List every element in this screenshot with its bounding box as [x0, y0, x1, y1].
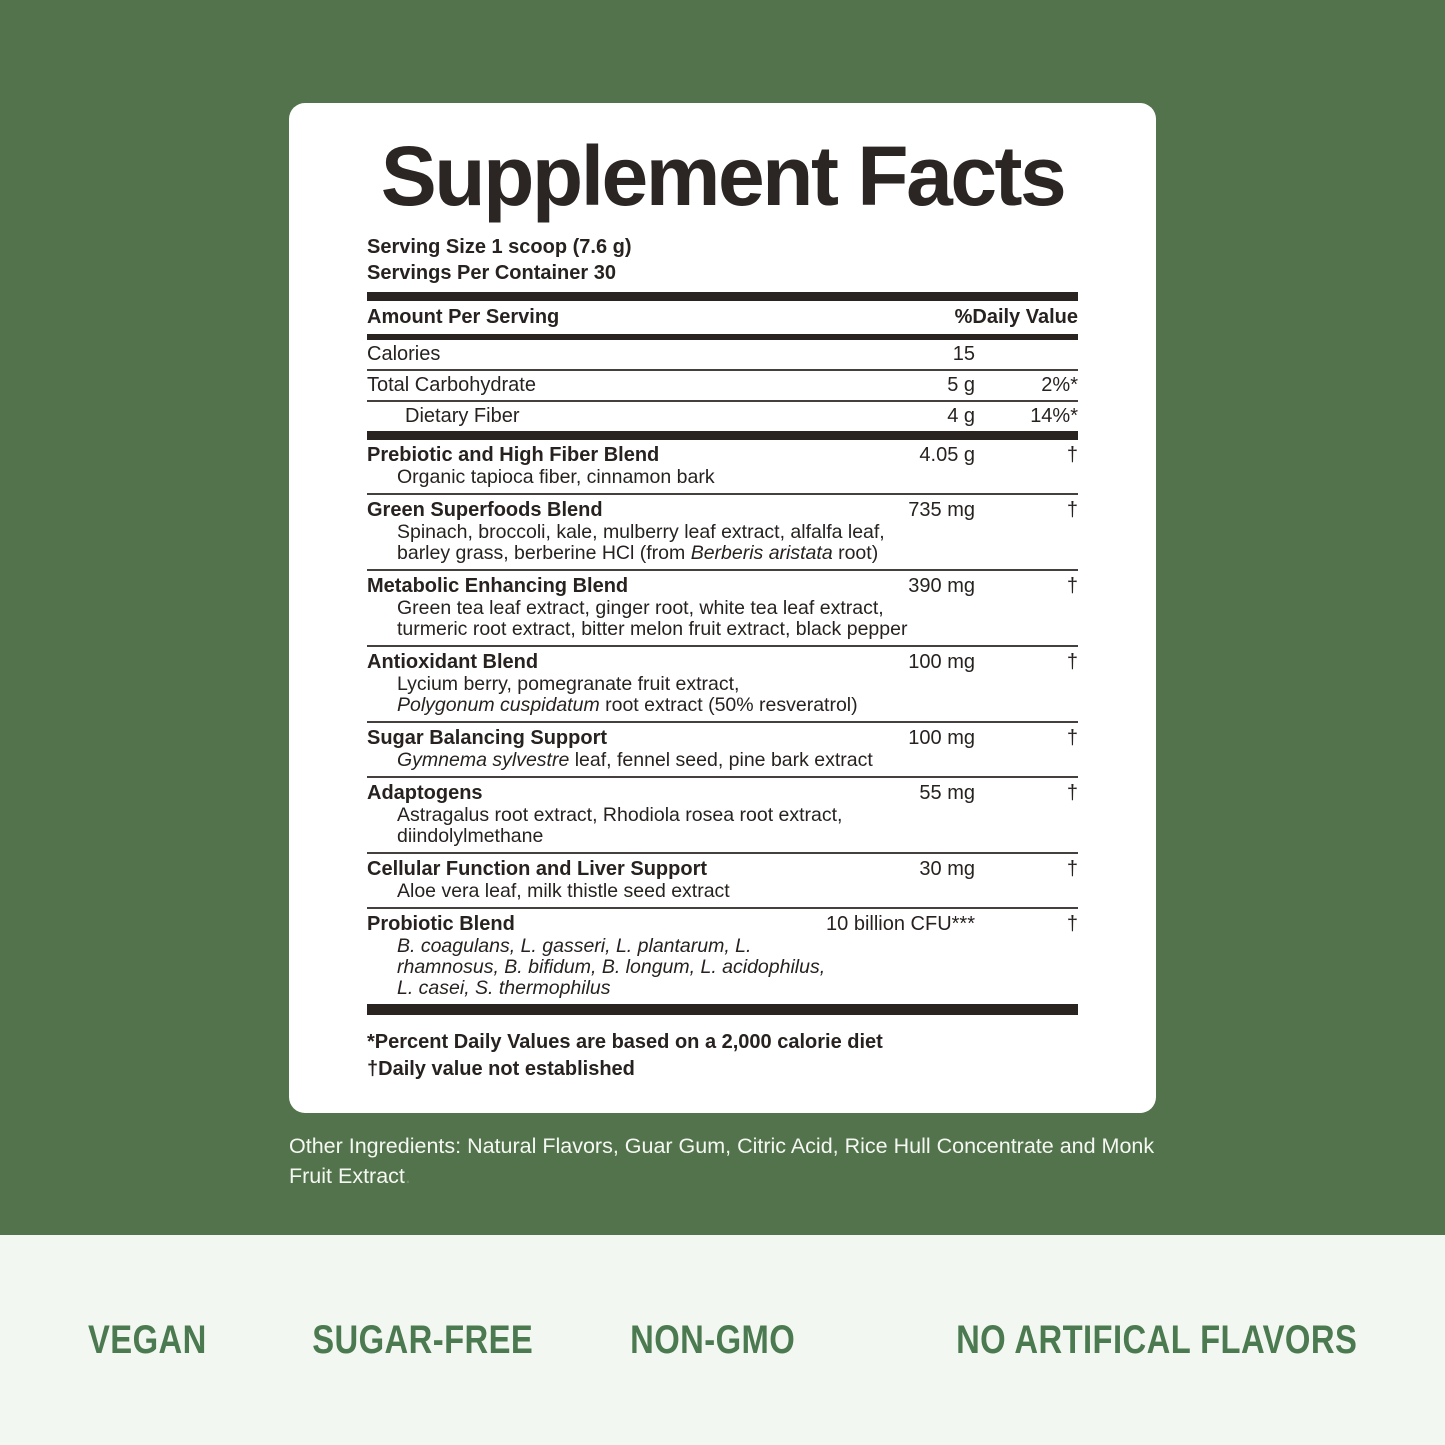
blend-daily-value: † — [1066, 444, 1078, 466]
blend-ingredients-line — [367, 750, 1078, 771]
blend-row — [367, 493, 1078, 569]
blend-amount: 30 mg — [919, 858, 975, 880]
blend-ingredients-line — [367, 805, 1078, 826]
blend-ingredients-line — [367, 936, 1078, 957]
blend-ingredients-line — [367, 978, 1078, 999]
blend-row — [367, 852, 1078, 907]
badge-sugar-free: SUGAR-FREE — [311, 1317, 533, 1362]
divider-thick-top — [367, 292, 1078, 301]
blend-header — [367, 727, 1078, 750]
badge-vegan: VEGAN — [88, 1317, 207, 1362]
nutrient-amount: 5 g — [947, 374, 975, 396]
blend-name: Prebiotic and High Fiber Blend — [367, 444, 660, 466]
nutrient-name: Total Carbohydrate — [367, 374, 536, 396]
blend-daily-value: † — [1066, 727, 1078, 749]
badge-non-gmo: NON-GMO — [629, 1317, 795, 1362]
other-ingredients-line2 — [289, 1161, 1156, 1191]
blend-daily-value: † — [1066, 858, 1078, 880]
divider-thick-middle — [367, 431, 1078, 440]
nutrient-amount: 15 — [952, 343, 975, 365]
ingredient-latin-name: Berberis aristata — [690, 542, 833, 564]
footnotes — [367, 1029, 1078, 1083]
footnote-daily-value-not-established: †Daily value not established — [367, 1058, 635, 1080]
daily-value-header: %Daily Value — [954, 306, 1078, 328]
blend-daily-value: † — [1066, 651, 1078, 673]
blend-daily-value: † — [1066, 575, 1078, 597]
nutrient-daily-value: 14%* — [1030, 405, 1078, 427]
amount-per-serving-header: Amount Per Serving — [367, 306, 560, 328]
blend-ingredients-line — [367, 543, 1078, 564]
blend-header — [367, 782, 1078, 805]
nutrient-row — [367, 340, 1078, 369]
ingredient-latin-name: B. coagulans, L. gasseri, L. plantarum, L. — [397, 935, 752, 957]
blend-daily-value: † — [1066, 782, 1078, 804]
blend-table — [367, 440, 1078, 1004]
ingredient-text: Aloe vera leaf, milk thistle seed extract — [397, 880, 730, 902]
ingredient-text: Green tea leaf extract, ginger root, white tea leaf extract, — [397, 597, 884, 619]
blend-ingredients-line — [367, 619, 1078, 640]
blend-daily-value: † — [1066, 499, 1078, 521]
ingredient-text: leaf, fennel seed, pine bark extract — [569, 749, 873, 771]
blend-ingredients-line — [367, 522, 1078, 543]
ingredient-text: Organic tapioca fiber, cinnamon bark — [397, 466, 715, 488]
blend-header — [367, 913, 1078, 936]
footnote-percent-daily-values: *Percent Daily Values are based on a 2,000 calorie diet — [367, 1031, 883, 1053]
nutrient-row — [367, 369, 1078, 400]
blend-amount: 100 mg — [908, 651, 975, 673]
blend-row — [367, 569, 1078, 645]
ingredient-text: Astragalus root extract, Rhodiola rosea root extract, — [397, 804, 843, 826]
blend-ingredients-line — [367, 467, 1078, 488]
panel-title: Supplement Facts — [380, 129, 1065, 223]
blend-row — [367, 721, 1078, 776]
blend-header — [367, 499, 1078, 522]
blend-row — [367, 776, 1078, 852]
blend-ingredients-line — [367, 695, 1078, 716]
nutrient-daily-value: 2%* — [1041, 374, 1078, 396]
badge-no-artifical-flavors: NO ARTIFICAL FLAVORS — [955, 1317, 1357, 1362]
blend-name: Cellular Function and Liver Support — [367, 858, 708, 880]
blend-row — [367, 645, 1078, 721]
nutrient-name: Calories — [367, 343, 441, 365]
blend-name: Sugar Balancing Support — [367, 727, 608, 749]
blend-ingredients-line — [367, 598, 1078, 619]
blend-name: Adaptogens — [367, 782, 483, 804]
other-ingredients-line1: Other Ingredients: Natural Flavors, Guar Gum, Citric Acid, Rice Hull Concentrate and Monk — [289, 1134, 1155, 1158]
blend-ingredients-line — [367, 881, 1078, 902]
blend-row — [367, 440, 1078, 493]
blend-header — [367, 444, 1078, 467]
table-header-row — [367, 301, 1078, 334]
ingredient-text: diindolylmethane — [397, 825, 544, 847]
ingredient-text: root) — [832, 542, 879, 564]
blend-name: Probiotic Blend — [367, 913, 515, 935]
blend-ingredients-line — [367, 826, 1078, 847]
blend-amount: 4.05 g — [919, 444, 975, 466]
ingredient-latin-name: Gymnema sylvestre — [397, 749, 570, 771]
blend-amount: 55 mg — [919, 782, 975, 804]
blend-amount: 390 mg — [908, 575, 975, 597]
ingredient-latin-name: Polygonum cuspidatum — [397, 694, 600, 716]
ingredient-text: root extract (50% resveratrol) — [599, 694, 858, 716]
ingredient-text: Lycium berry, pomegranate fruit extract, — [397, 673, 740, 695]
ingredient-text: turmeric root extract, bitter melon fruit extract, black pepper — [397, 618, 908, 640]
ingredient-latin-name: rhamnosus, B. bifidum, B. longum, L. acidophilus, — [397, 956, 826, 978]
blend-name: Antioxidant Blend — [367, 651, 539, 673]
blend-amount: 100 mg — [908, 727, 975, 749]
nutrient-amount: 4 g — [947, 405, 975, 427]
servings-per-container-text: Servings Per Container 30 — [367, 262, 616, 284]
nutrient-row — [367, 400, 1078, 431]
blend-header — [367, 651, 1078, 674]
feature-badges-strip — [0, 1235, 1445, 1445]
ingredient-latin-name: L. casei, S. thermophilus — [397, 977, 611, 999]
blend-header — [367, 858, 1078, 881]
nutrient-name: Dietary Fiber — [405, 405, 520, 427]
blend-amount: 735 mg — [908, 499, 975, 521]
other-ingredients — [289, 1131, 1156, 1191]
blend-daily-value: † — [1066, 913, 1078, 935]
blend-row — [367, 907, 1078, 1004]
blend-name: Metabolic Enhancing Blend — [367, 575, 629, 597]
blend-amount: 10 billion CFU*** — [826, 913, 975, 935]
other-ingredients-line2-text: Fruit Extract — [289, 1164, 405, 1188]
divider-thick-bottom — [367, 1004, 1078, 1015]
serving-size-text: Serving Size 1 scoop (7.6 g) — [367, 236, 632, 258]
ingredient-text: barley grass, berberine HCl (from — [397, 542, 691, 564]
ingredient-text: Spinach, broccoli, kale, mulberry leaf extract, alfalfa leaf, — [397, 521, 885, 543]
blend-ingredients-line — [367, 957, 1078, 978]
other-ingredients-period: . — [404, 1164, 411, 1188]
blend-ingredients-line — [367, 674, 1078, 695]
supplement-facts-panel — [289, 103, 1156, 1113]
blend-name: Green Superfoods Blend — [367, 499, 603, 521]
nutrient-table — [367, 340, 1078, 431]
blend-header — [367, 575, 1078, 598]
